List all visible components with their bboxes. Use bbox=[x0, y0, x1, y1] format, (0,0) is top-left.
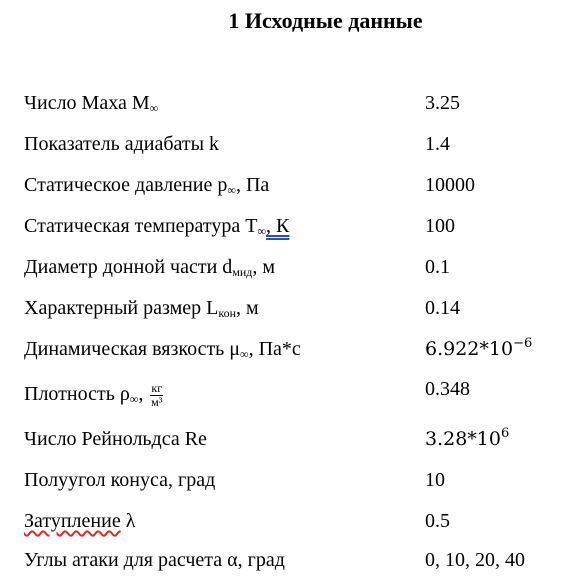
value-static-pressure: 10000 bbox=[425, 174, 475, 196]
row-bluntness bbox=[24, 508, 564, 540]
label-static-pressure: Статическое давление $p_\infty$, Па bbox=[24, 174, 270, 197]
label-adiabatic-index: Показатель адиабаты k bbox=[24, 133, 220, 155]
label-base-diameter: Диаметр донной части $d_{мид}$, м bbox=[24, 256, 276, 279]
label-bluntness: Затупление λ bbox=[24, 510, 136, 532]
value-static-temperature: 100 bbox=[425, 215, 455, 237]
label-attack-angles: Углы атаки для расчета α, град bbox=[24, 549, 285, 571]
row-reynolds bbox=[24, 426, 564, 458]
value-cone-half-angle: 10 bbox=[425, 469, 445, 491]
section-heading: 1 Исходные данные bbox=[228, 8, 423, 33]
value-attack-angles: 0, 10, 20, 40 bbox=[425, 549, 525, 571]
value-dynamic-viscosity: $6.922*10^{-6}$ bbox=[425, 336, 533, 360]
density-unit-fraction: $\frac{кг}{\text{м³}}$ bbox=[151, 380, 163, 409]
label-cone-half-angle: Полуугол конуса, град bbox=[24, 469, 216, 491]
value-bluntness: 0.5 bbox=[425, 510, 450, 532]
value-base-diameter: 0.1 bbox=[425, 256, 450, 278]
label-static-temperature: Статическая температура $T_\infty$, К bbox=[24, 215, 290, 238]
row-characteristic-length bbox=[24, 295, 564, 327]
label-characteristic-length: Характерный размер $L_{кон}$, м bbox=[24, 297, 259, 320]
row-density bbox=[24, 374, 564, 414]
row-static-pressure bbox=[24, 172, 564, 204]
value-mach: 3.25 bbox=[425, 92, 460, 114]
row-dynamic-viscosity bbox=[24, 336, 564, 368]
label-mach: Число Маха $M_\infty$ bbox=[24, 92, 159, 115]
row-static-temperature bbox=[24, 213, 564, 245]
row-cone-half-angle bbox=[24, 467, 564, 499]
label-density: Плотность $\rho_\infty$, $\frac{кг}{\text{м³}}$ bbox=[24, 380, 163, 409]
label-dynamic-viscosity: Динамическая вязкость $\mu_\infty$, Па*с bbox=[24, 338, 301, 361]
row-adiabatic-index bbox=[24, 131, 564, 163]
value-adiabatic-index: 1.4 bbox=[425, 133, 450, 155]
value-characteristic-length: 0.14 bbox=[425, 297, 460, 319]
value-reynolds: $3.28*10^6$ bbox=[425, 426, 510, 450]
row-base-diameter bbox=[24, 254, 564, 286]
row-attack-angles bbox=[24, 547, 564, 579]
label-reynolds: Число Рейнольдса Re bbox=[24, 428, 207, 450]
row-mach bbox=[24, 90, 564, 122]
value-density: 0.348 bbox=[425, 378, 470, 400]
